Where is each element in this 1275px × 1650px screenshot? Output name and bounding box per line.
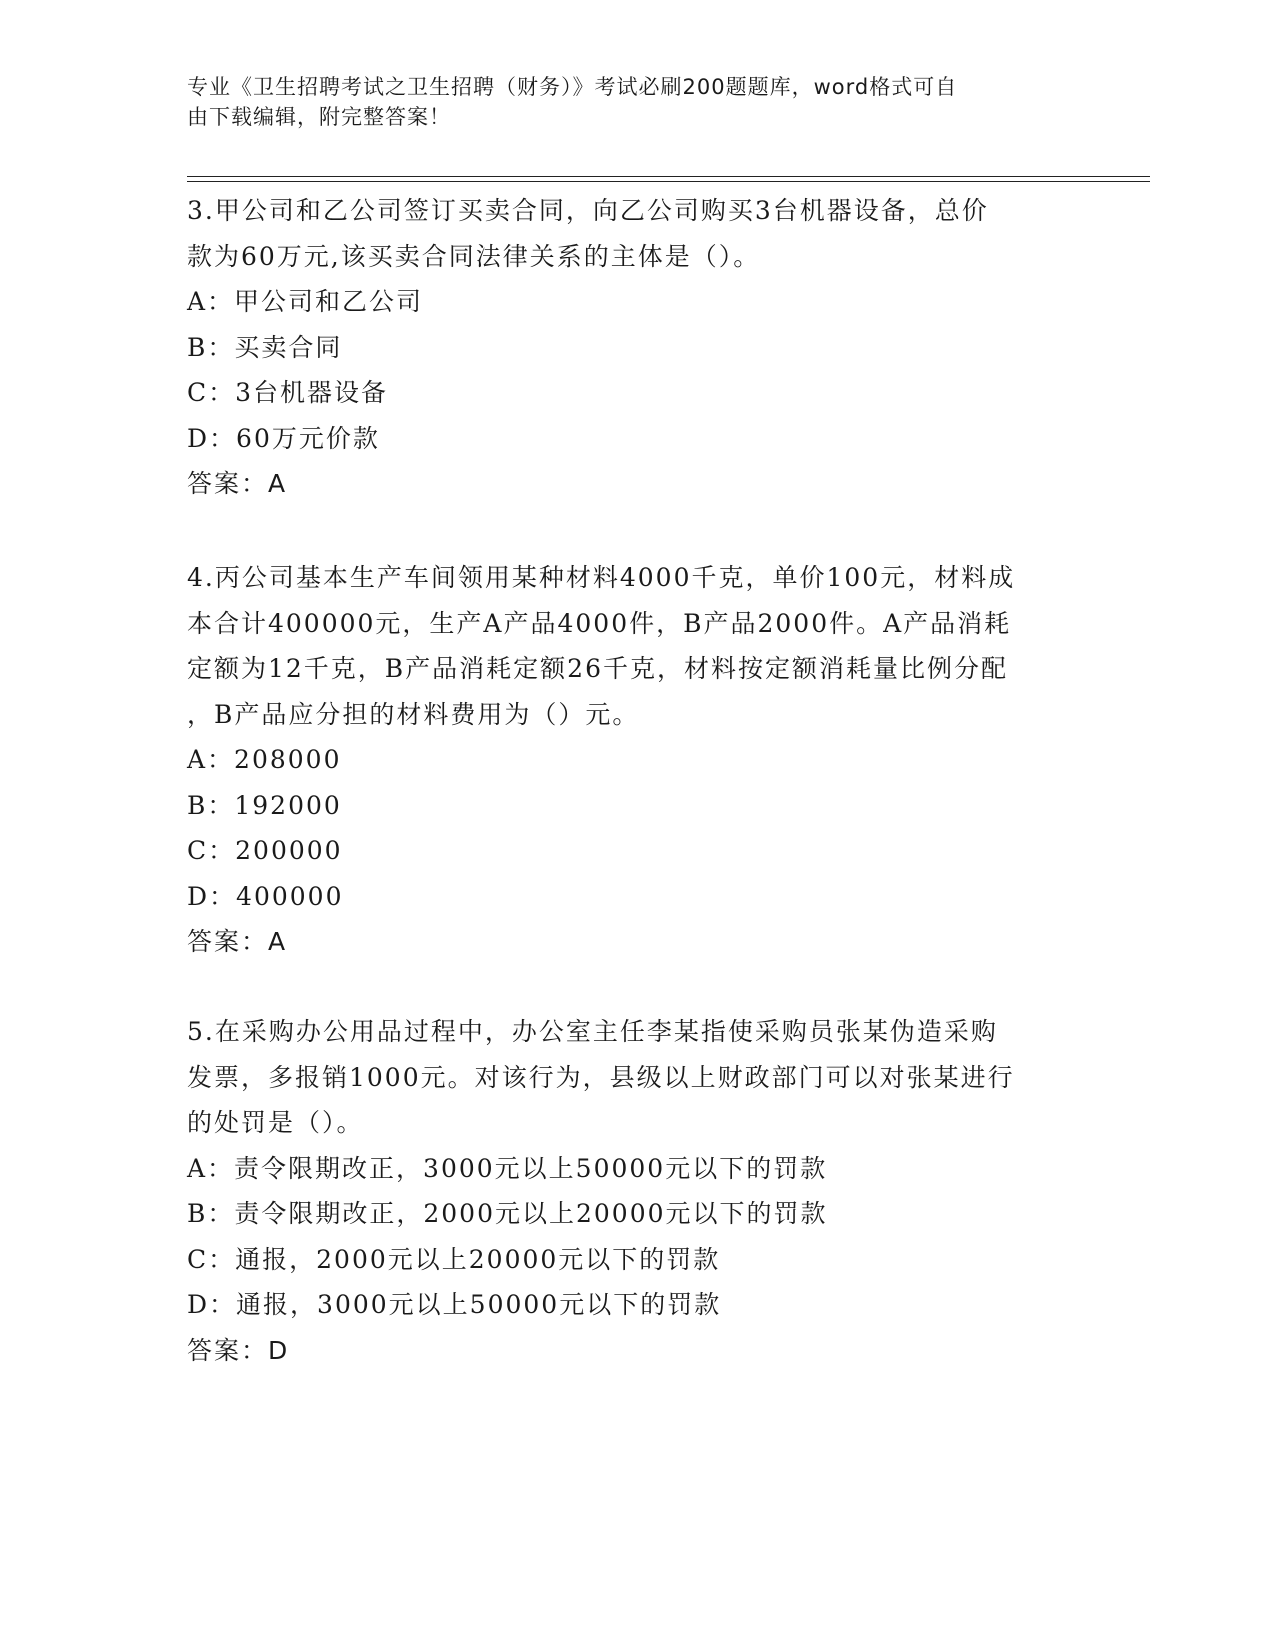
question-5 bbox=[187, 1009, 1087, 1373]
question-3 bbox=[187, 188, 1087, 507]
question-stem-line: 发票，多报销1000元。对该行为，县级以上财政部门可以对张某进行 bbox=[187, 1062, 1015, 1092]
question-stem-line: 4.丙公司基本生产车间领用某种材料4000千克，单价100元，材料成 bbox=[187, 563, 1016, 592]
option-b: B：192000 bbox=[187, 790, 342, 820]
document-header bbox=[187, 72, 1067, 132]
answer-line: 答案：A bbox=[187, 927, 288, 956]
question-stem-line: 的处罚是（）。 bbox=[187, 1108, 364, 1137]
option-b: B：买卖合同 bbox=[187, 332, 343, 362]
option-a: A：208000 bbox=[187, 745, 342, 774]
option-d: D：400000 bbox=[187, 881, 344, 911]
header-line-1: 专业《卫生招聘考试之卫生招聘（财务）》考试必刷200题题库，word格式可自 bbox=[187, 75, 958, 99]
question-stem-line: 款为60万元,该买卖合同法律关系的主体是（）。 bbox=[187, 241, 761, 271]
question-stem-line: 3.甲公司和乙公司签订买卖合同，向乙公司购买3台机器设备，总价 bbox=[187, 196, 989, 225]
option-a: A：责令限期改正，3000元以上50000元以下的罚款 bbox=[187, 1153, 828, 1183]
answer-line: 答案：A bbox=[187, 469, 288, 498]
option-b: B：责令限期改正，2000元以上20000元以下的罚款 bbox=[187, 1199, 828, 1228]
option-c: C：通报，2000元以上20000元以下的罚款 bbox=[187, 1244, 721, 1274]
question-stem-line: ，B产品应分担的材料费用为（）元。 bbox=[187, 699, 640, 729]
header-divider-top bbox=[187, 176, 1150, 177]
question-stem-line: 定额为12千克，B产品消耗定额26千克，材料按定额消耗量比例分配 bbox=[187, 654, 1008, 683]
question-stem-line: 本合计400000元，生产A产品4000件，B产品2000件。A产品消耗 bbox=[187, 608, 1012, 638]
option-c: C：3台机器设备 bbox=[187, 378, 389, 407]
option-c: C：200000 bbox=[187, 836, 343, 865]
question-4 bbox=[187, 555, 1087, 965]
header-divider-bottom bbox=[187, 181, 1150, 182]
option-d: D：60万元价款 bbox=[187, 423, 380, 453]
header-line-2: 由下载编辑，附完整答案！ bbox=[187, 105, 451, 129]
answer-line: 答案：D bbox=[187, 1335, 290, 1365]
option-d: D：通报，3000元以上50000元以下的罚款 bbox=[187, 1290, 722, 1319]
option-a: A：甲公司和乙公司 bbox=[187, 287, 424, 316]
question-stem-line: 5.在采购办公用品过程中，办公室主任李某指使采购员张某伪造采购 bbox=[187, 1017, 998, 1046]
